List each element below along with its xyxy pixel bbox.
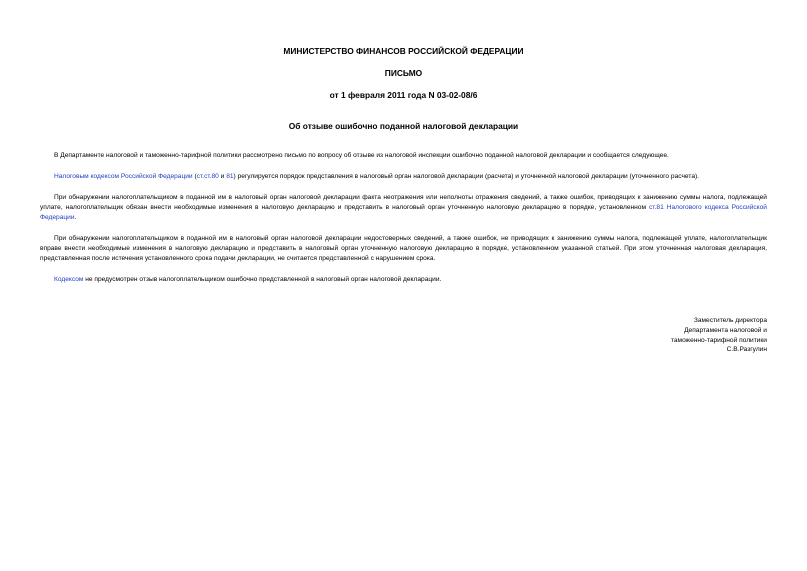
paragraph-3-text-1: При обнаружении налогоплательщиком в поданной им в налоговый орган налоговой декларации факта неотражения или неполноты отражения сведений, а также ошибок, приводящих к занижению суммы налога, подлежащей уплате, налогоплательщик обязан внести необходимые изменения в налоговую декларацию и представить в налоговый орган уточненную налоговую декларацию в порядке, установленном: [40, 194, 767, 211]
paragraph-1: В Департаменте налоговой и таможенно-тарифной политики рассмотрено письмо по вопросу об отзыве из налоговой инспекции ошибочно поданной налоговой декларации и сообщается следующее.: [54, 152, 669, 159]
code-link[interactable]: Кодексом: [54, 276, 84, 283]
article-81-tax-code-link[interactable]: ст.81 Налогового кодекса Российской Федерации: [40, 203, 767, 221]
paragraph-2-text-1: (: [192, 173, 197, 180]
signature-position-3: таможенно-тарифной политики: [670, 336, 767, 344]
article-81-link[interactable]: 81: [226, 173, 234, 180]
paragraph-2-text-3: ) регулируется порядок представления в налоговый орган налоговой декларации (расчета) и уточненной налоговой декларации (уточненного расчета).: [233, 173, 700, 180]
paragraph-2: [40, 172, 767, 182]
signature-block: [567, 316, 767, 355]
paragraph-4: При обнаружении налогоплательщиком в поданной им в налоговый орган налоговой декларации недостоверных сведений, а также ошибок, не приводящих к занижению суммы налога, подлежащей уплате, налогоплательщик вправе внести необходимые изменения в налоговую декларацию и представить в налоговый орган уточненную налоговую декларацию в порядке, установленном указанной статьей. При этом уточненная налоговая декларация, представленная после истечения установленного срока подачи декларации, не считается представленной с нарушением срока.: [40, 235, 767, 262]
paragraph-3: [40, 193, 767, 222]
paragraph-2-text-2: и: [218, 173, 227, 180]
ministry-heading: МИНИСТЕРСТВО ФИНАНСОВ РОССИЙСКОЙ ФЕДЕРАЦИИ: [283, 46, 524, 56]
paragraph-5: [40, 275, 767, 285]
document-date-number: от 1 февраля 2011 года N 03-02-08/6: [329, 90, 478, 100]
tax-code-link[interactable]: Налоговым кодексом Российской Федерации: [54, 173, 193, 180]
signature-position-1: Заместитель директора: [693, 317, 767, 324]
document-subject: Об отзыве ошибочно поданной налоговой декларации: [288, 121, 519, 131]
paragraph-3-text-2: .: [74, 213, 77, 221]
article-80-link[interactable]: ст.ст.80: [196, 173, 219, 180]
signature-name: С.В.Разгулин: [726, 346, 767, 354]
document-type: ПИСЬМО: [384, 68, 423, 78]
paragraph-5-text-1: не предусмотрен отзыв налогоплательщиком ошибочно представленной в налоговый орган налоговой декларации.: [83, 276, 442, 283]
signature-position-2: Департамента налоговой и: [684, 326, 767, 334]
